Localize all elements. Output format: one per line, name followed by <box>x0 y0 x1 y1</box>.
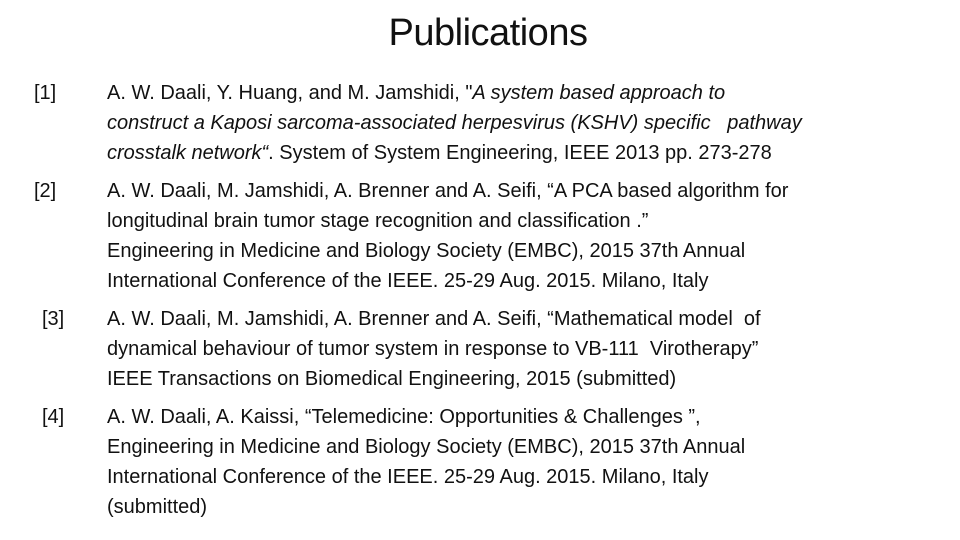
page-title: Publications <box>388 12 588 54</box>
reference-line: IEEE Transactions on Biomedical Engineering, 2015 (submitted) <box>107 368 677 390</box>
reference-number: [3] <box>42 308 65 330</box>
reference-text <box>107 402 937 522</box>
reference-number: [2] <box>34 180 57 202</box>
reference-line: dynamical behaviour of tumor system in response to VB-111 Virotherapy” <box>107 338 759 360</box>
reference-line: International Conference of the IEEE. 25-29 Aug. 2015. Milano, Italy <box>107 270 709 292</box>
reference-line: A. W. Daali, Y. Huang, and M. Jamshidi, "A system based approach to <box>107 82 726 104</box>
reference-line: (submitted) <box>107 496 208 518</box>
reference-text <box>107 78 937 168</box>
reference-line: A. W. Daali, A. Kaissi, “Telemedicine: Opportunities & Challenges ”, <box>107 406 701 428</box>
reference-text <box>107 176 937 296</box>
reference-number: [4] <box>42 406 65 428</box>
reference-number: [1] <box>34 82 57 104</box>
reference-line: International Conference of the IEEE. 25-29 Aug. 2015. Milano, Italy <box>107 466 709 488</box>
reference-line: Engineering in Medicine and Biology Society (EMBC), 2015 37th Annual <box>107 436 746 458</box>
reference-line: A. W. Daali, M. Jamshidi, A. Brenner and A. Seifi, “Mathematical model of <box>107 308 761 330</box>
reference-line: construct a Kaposi sarcoma-associated herpesvirus (KSHV) specific pathway <box>107 112 802 134</box>
reference-line: crosstalk network“. System of System Engineering, IEEE 2013 pp. 273-278 <box>107 142 772 164</box>
reference-line: Engineering in Medicine and Biology Society (EMBC), 2015 37th Annual <box>107 240 746 262</box>
reference-text <box>107 304 937 394</box>
reference-line: longitudinal brain tumor stage recognition and classification .” <box>107 210 649 232</box>
reference-line: A. W. Daali, M. Jamshidi, A. Brenner and A. Seifi, “A PCA based algorithm for <box>107 180 789 202</box>
